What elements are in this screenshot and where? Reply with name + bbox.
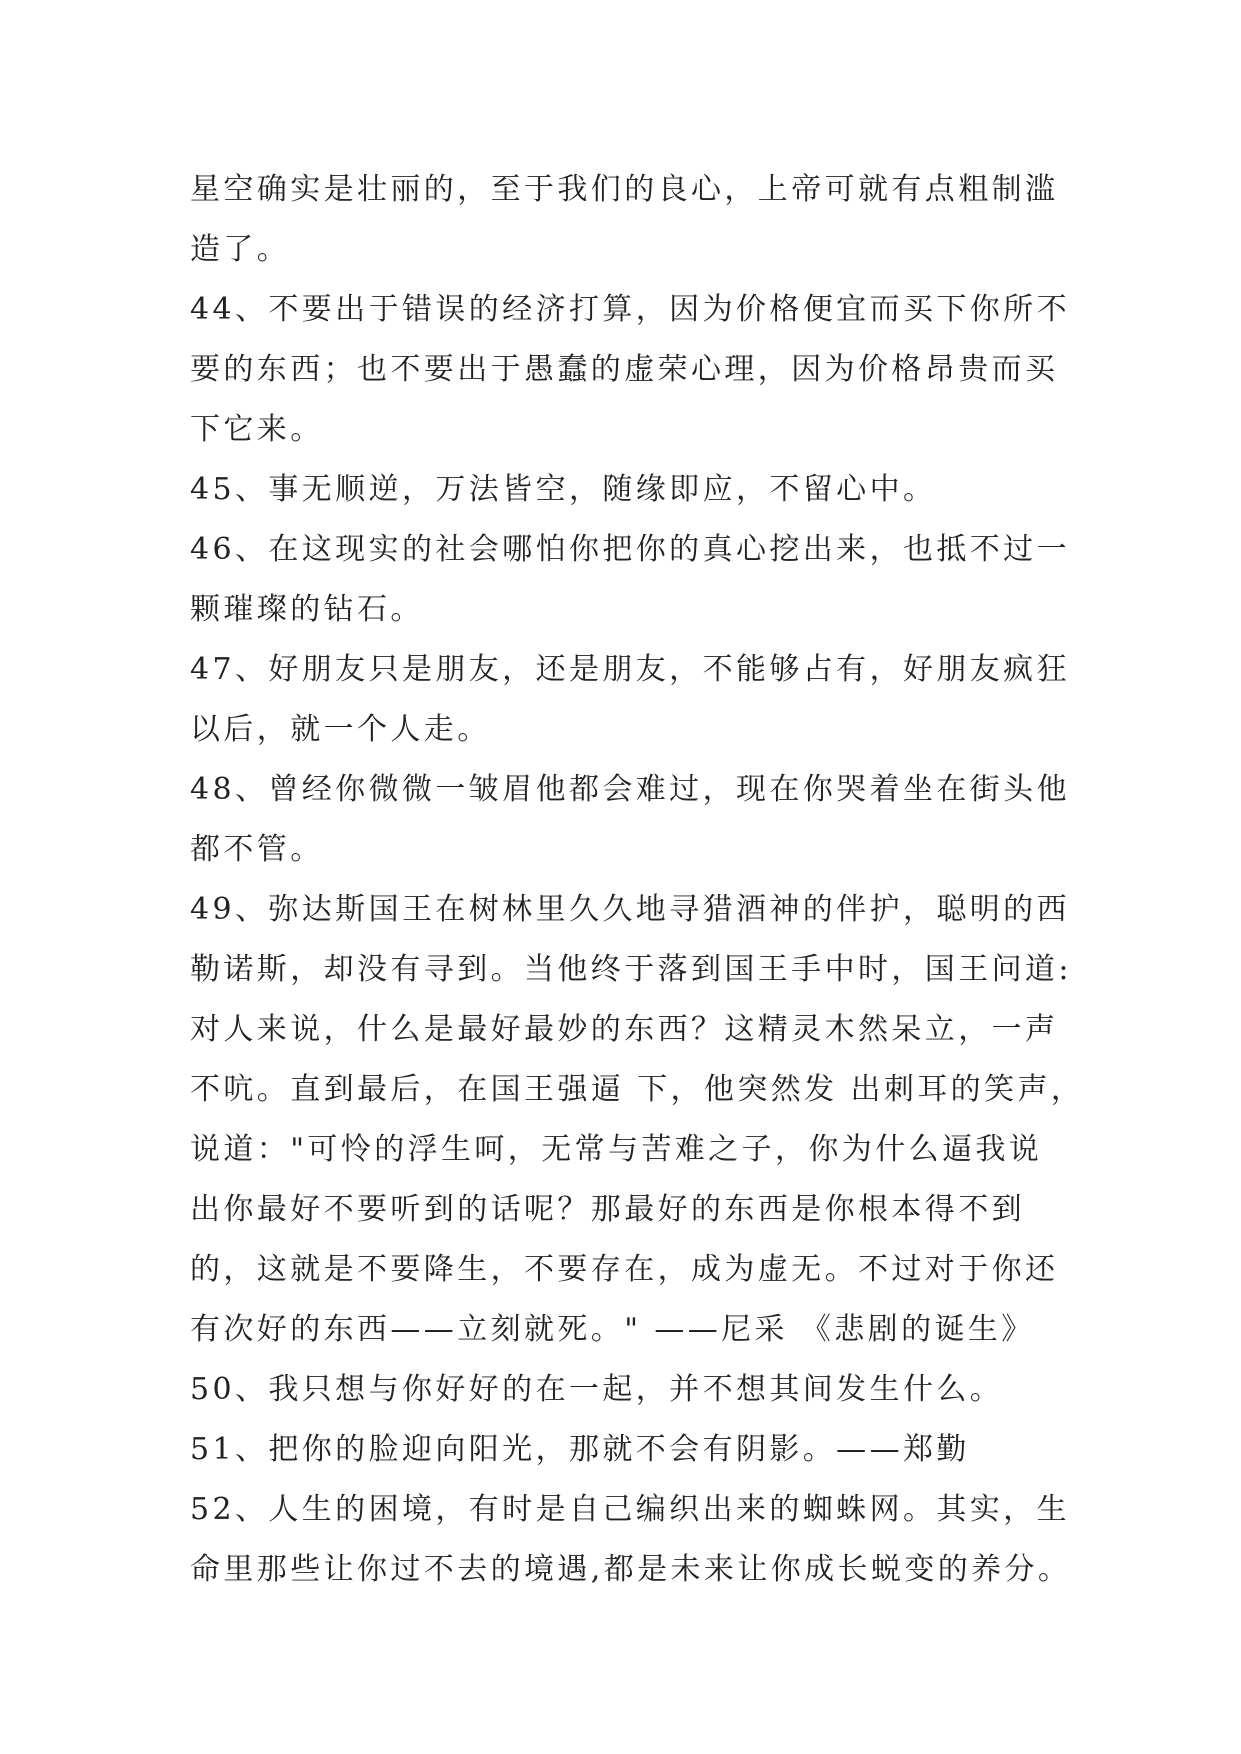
text-line: 52、人生的困境，有时是自己编织出来的蜘蛛网。其实，生 [190,1492,1070,1527]
text-line: 命里那些让你过不去的境遇,都是未来让你成长蜕变的养分。 [190,1552,1072,1587]
text-line: 46、在这现实的社会哪怕你把你的真心挖出来，也抵不过一 [190,532,1070,567]
text-line: 49、弥达斯国王在树林里久久地寻猎酒神的伴护，聪明的西 [190,892,1070,927]
text-line: 勒诺斯，却没有寻到。当他终于落到国王手中时，国王问道: [190,952,1072,987]
text-line: 以后，就一个人走。 [190,712,491,747]
text-line: 的，这就是不要降生，不要存在，成为虚无。不过对于你还 [190,1252,1059,1287]
text-line: 不吭。直到最后，在国王强逼 下，他突然发 出刺耳的笑声， [190,1072,1085,1107]
document-body [190,160,1085,1600]
text-line: 说道："可怜的浮生呵，无常与苦难之子，你为什么逼我说 [190,1132,1043,1167]
text-line: 颗璀璨的钻石。 [190,592,424,627]
text-line: 对人来说，什么是最好最妙的东西？这精灵木然呆立，一声 [190,1012,1059,1047]
text-line: 48、曾经你微微一皱眉他都会难过，现在你哭着坐在街头他 [190,772,1070,807]
text-line: 44、不要出于错误的经济打算，因为价格便宜而买下你所不 [190,292,1070,327]
text-line: 造了。 [190,232,291,267]
text-line: 47、好朋友只是朋友，还是朋友，不能够占有，好朋友疯狂 [190,652,1070,687]
text-line: 星空确实是壮丽的，至于我们的良心，上帝可就有点粗制滥 [190,172,1059,207]
text-line: 45、事无顺逆，万法皆空，随缘即应，不留心中。 [190,472,937,507]
text-line: 有次好的东西——立刻就死。" ——尼采 《悲剧的诞生》 [190,1312,1035,1347]
text-line: 50、我只想与你好好的在一起，并不想其间发生什么。 [190,1372,1004,1407]
text-line: 出你最好不要听到的话呢？那最好的东西是你根本得不到 [190,1192,1025,1227]
text-line: 要的东西；也不要出于愚蠢的虚荣心理，因为价格昂贵而买 [190,352,1059,387]
text-line: 51、把你的脸迎向阳光，那就不会有阴影。——郑勤 [190,1432,970,1467]
text-line: 下它来。 [190,412,324,447]
text-line: 都不管。 [190,832,324,867]
